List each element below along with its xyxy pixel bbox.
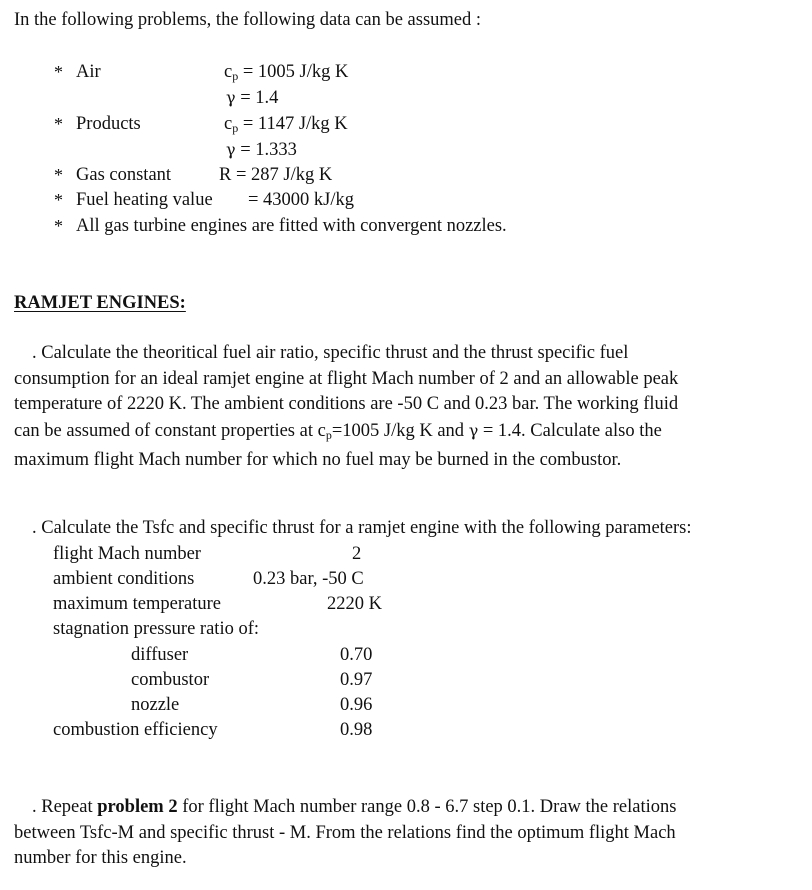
fuel-heating-value: = 43000 kJ/kg bbox=[248, 190, 355, 210]
mach-label: flight Mach number bbox=[53, 544, 201, 564]
max-temp-label: maximum temperature bbox=[53, 594, 221, 614]
ambient-label: ambient conditions bbox=[53, 569, 195, 589]
bullet-star: * bbox=[54, 114, 63, 134]
products-cp-value: = 1147 J/kg K bbox=[242, 114, 348, 134]
problem-1-line-4-b: =1005 J/kg K and bbox=[331, 420, 469, 441]
problem-3-line: between Tsfc-M and specific thrust - M. From the relations find the optimum flight Mach bbox=[14, 822, 676, 843]
problem-reference: problem 2 bbox=[97, 797, 178, 817]
air-label: Air bbox=[76, 62, 101, 82]
gamma-symbol: γ bbox=[468, 420, 479, 440]
cp-subscript: p bbox=[325, 427, 332, 442]
products-gamma-value: = 1.333 bbox=[240, 140, 297, 160]
bullet-star: * bbox=[54, 216, 63, 236]
diffuser-value: 0.70 bbox=[340, 645, 373, 665]
combustor-label: combustor bbox=[131, 670, 210, 690]
problem-2-intro: . Calculate the Tsfc and specific thrust for a ramjet engine with the following parameters: bbox=[32, 518, 692, 538]
cp-subscript: p bbox=[232, 121, 239, 135]
problem-1-line: consumption for an ideal ramjet engine at flight Mach number of 2 and an allowable peak bbox=[14, 368, 679, 389]
stag-label: stagnation pressure ratio of: bbox=[53, 619, 260, 639]
ambient-value: 0.23 bar, -50 C bbox=[253, 569, 364, 589]
products-cp bbox=[224, 115, 348, 134]
problem-1 bbox=[14, 341, 804, 474]
products-gamma bbox=[226, 141, 297, 160]
problem-1-line: temperature of 2220 K. The ambient conditions are -50 C and 0.23 bar. The working fluid bbox=[14, 394, 679, 414]
problem-1-line: maximum flight Mach number for which no fuel may be burned in the combustor. bbox=[14, 450, 622, 470]
gamma-symbol: γ bbox=[226, 140, 236, 159]
gamma-symbol: γ bbox=[226, 88, 236, 107]
problem-3-line-1-a: . Repeat bbox=[32, 797, 98, 817]
air-cp-value: = 1005 J/kg K bbox=[242, 62, 349, 82]
problem-1-line-4-c: = 1.4. Calculate also the bbox=[478, 420, 662, 441]
air-cp bbox=[224, 63, 348, 82]
problem-3-line-1 bbox=[14, 795, 804, 821]
mach-value: 2 bbox=[352, 544, 362, 564]
diffuser-label: diffuser bbox=[131, 645, 189, 665]
combustor-value: 0.97 bbox=[340, 670, 373, 690]
cp-symbol: c bbox=[224, 62, 233, 82]
air-gamma-value: = 1.4 bbox=[240, 88, 279, 108]
gas-constant-label: Gas constant bbox=[76, 165, 172, 185]
problem-3-line: number for this engine. bbox=[14, 848, 187, 868]
problem-3 bbox=[14, 795, 804, 872]
comb-eff-value: 0.98 bbox=[340, 720, 373, 740]
problem-1-line: . Calculate the theoritical fuel air ratio, specific thrust and the thrust specific fuel bbox=[32, 343, 629, 363]
gas-constant-value: R = 287 J/kg K bbox=[219, 165, 333, 185]
problem-3-line-1-b: for flight Mach number range 0.8 - 6.7 step 0.1. Draw the relations bbox=[177, 797, 677, 817]
section-heading: RAMJET ENGINES: bbox=[14, 293, 186, 313]
problem-1-line-4-a: can be assumed of constant properties at c bbox=[14, 420, 326, 441]
intro-text: In the following problems, the following data can be assumed : bbox=[14, 10, 482, 30]
cp-symbol: c bbox=[224, 114, 233, 134]
bullet-star: * bbox=[54, 62, 63, 82]
problem-1-line-4 bbox=[14, 418, 804, 449]
nozzles-note: All gas turbine engines are fitted with convergent nozzles. bbox=[76, 216, 507, 236]
cp-subscript: p bbox=[232, 69, 239, 83]
comb-eff-label: combustion efficiency bbox=[53, 720, 218, 740]
max-temp-value: 2220 K bbox=[327, 594, 382, 614]
products-label: Products bbox=[76, 114, 141, 134]
nozzle-label: nozzle bbox=[131, 695, 180, 715]
nozzle-value: 0.96 bbox=[340, 695, 373, 715]
bullet-star: * bbox=[54, 165, 63, 185]
bullet-star: * bbox=[54, 190, 63, 210]
fuel-heating-label: Fuel heating value bbox=[76, 190, 213, 210]
air-gamma bbox=[226, 89, 278, 108]
